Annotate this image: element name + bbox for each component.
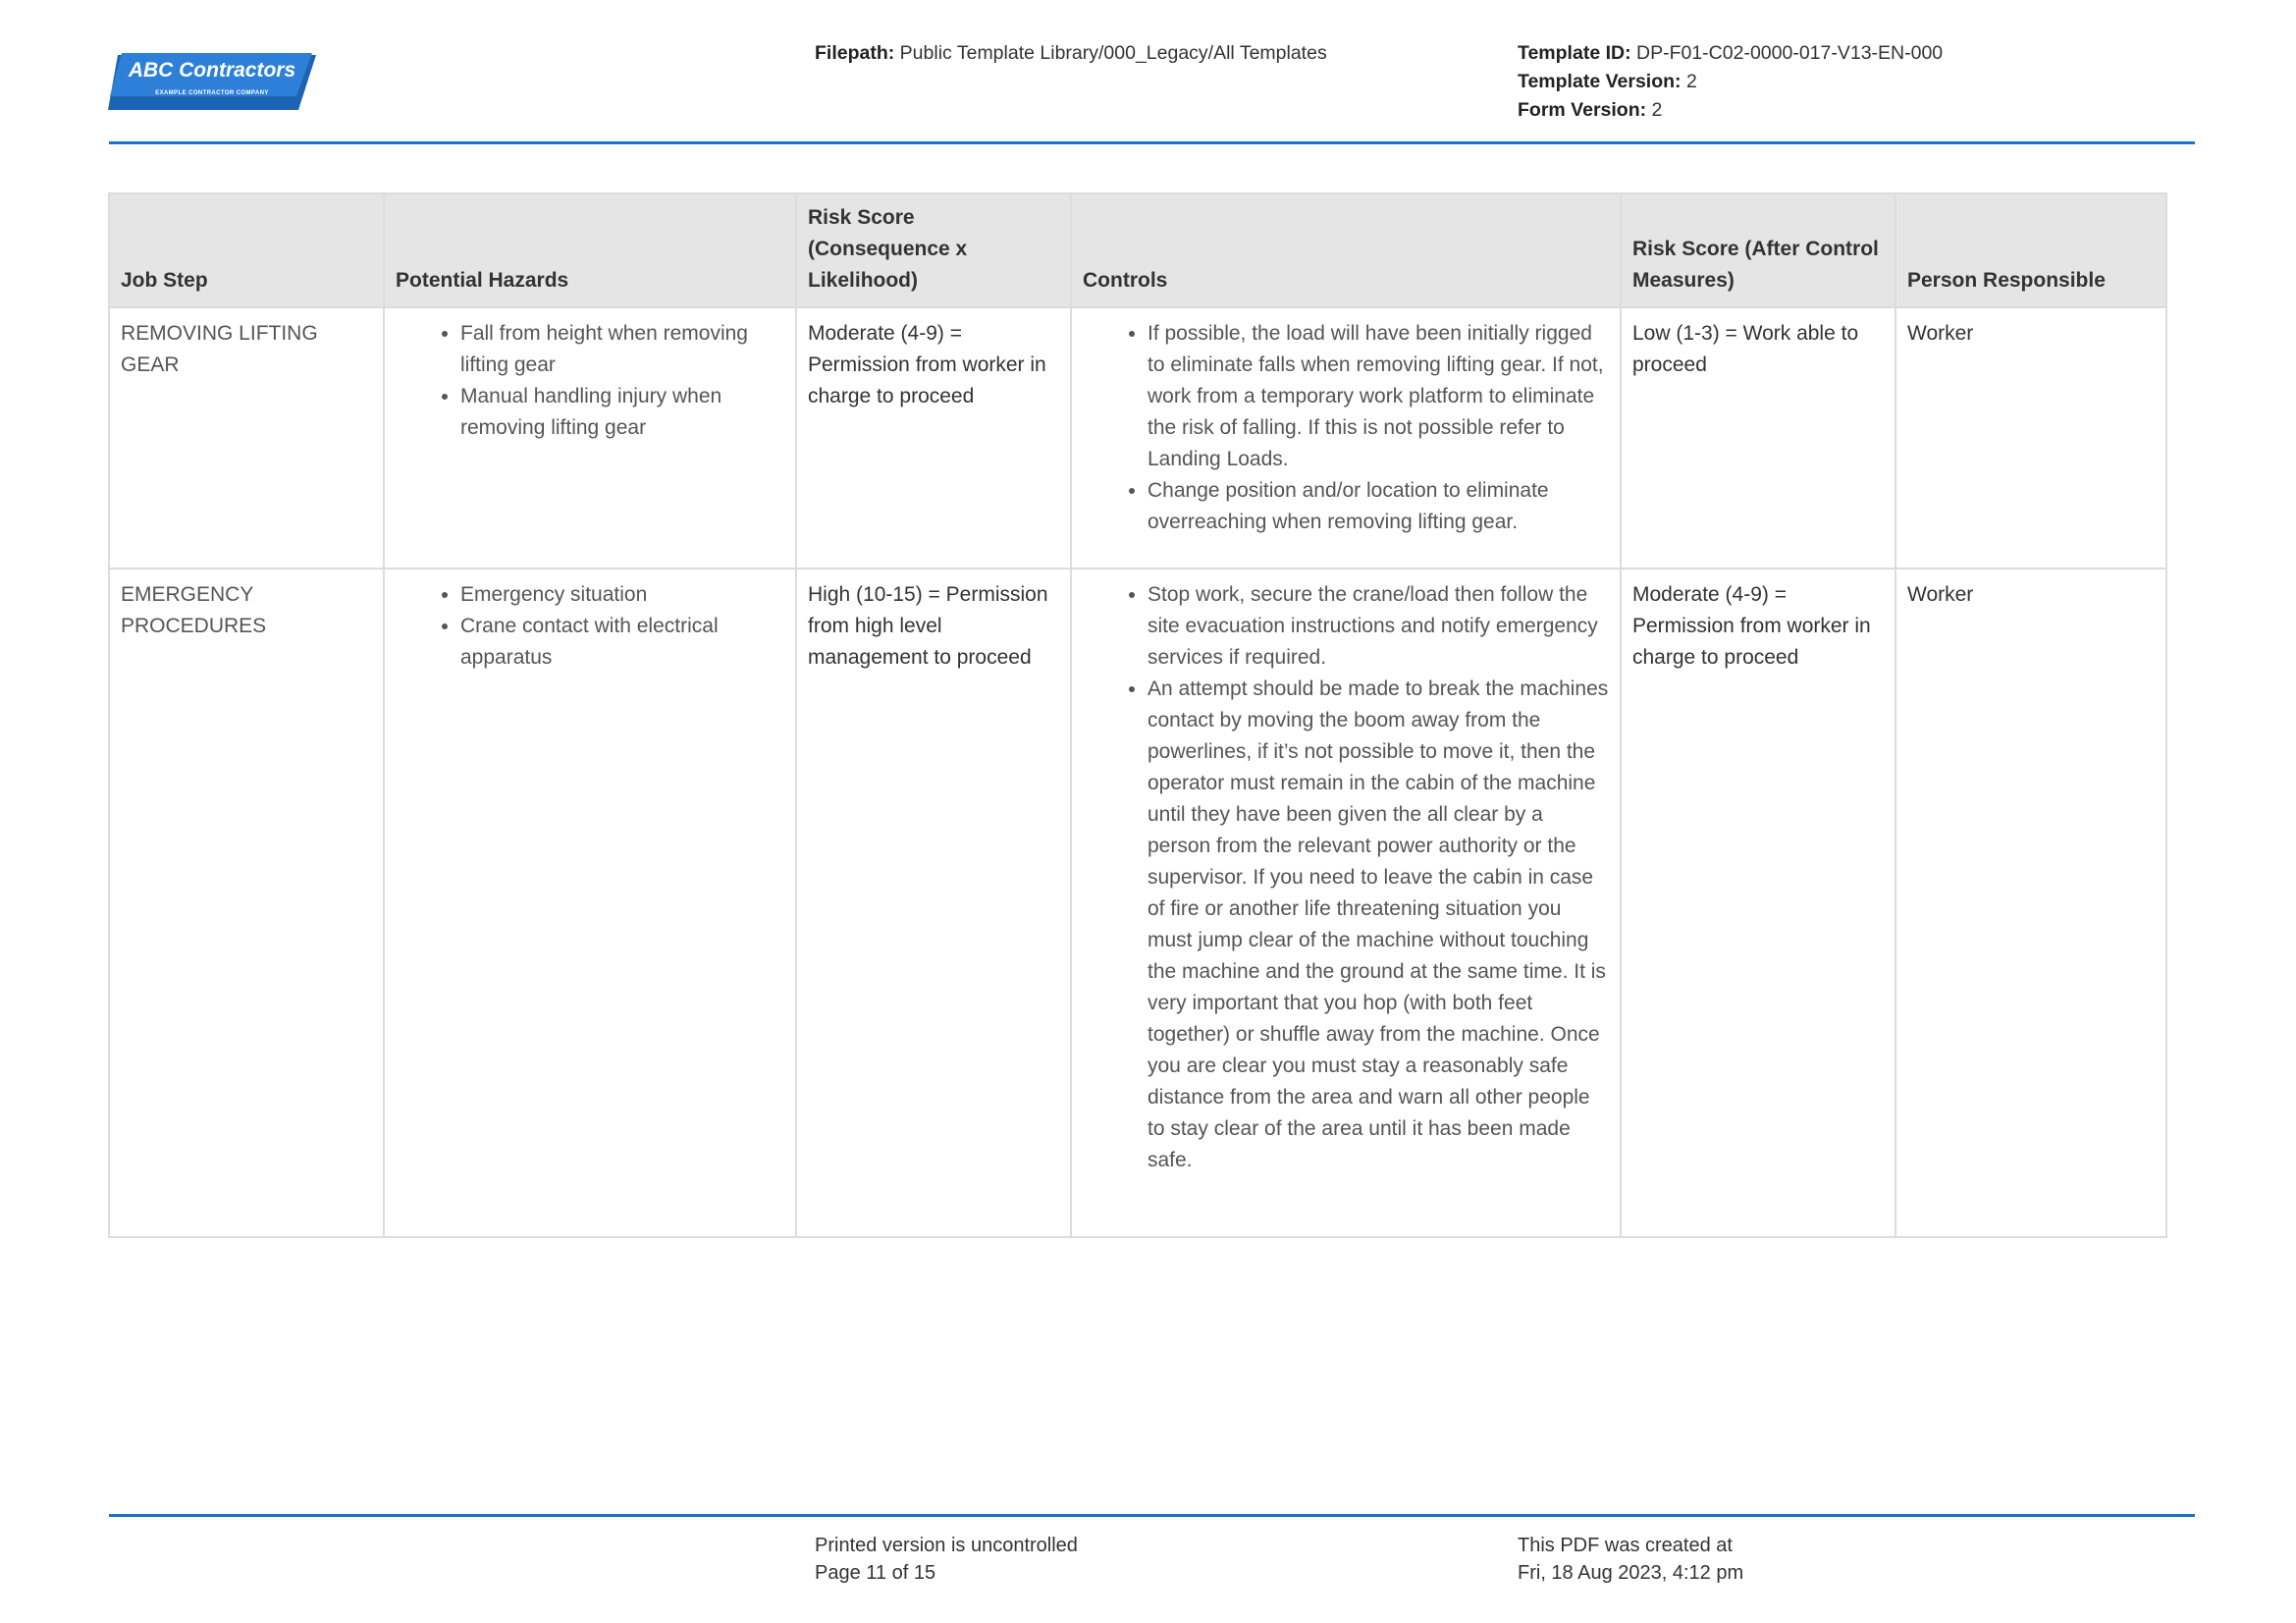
- hazards-cell: [384, 307, 796, 568]
- form-version-line: [1518, 96, 1943, 125]
- header-person-responsible: Person Responsible: [1896, 193, 2166, 307]
- table-row: [109, 568, 2166, 1237]
- controls-cell: [1071, 307, 1621, 568]
- template-id-label: Template ID:: [1518, 42, 1631, 64]
- form-version-label: Form Version:: [1518, 99, 1647, 121]
- risk-score-after-cell: Moderate (4-9) = Permission from worker in charge to proceed: [1621, 568, 1896, 1237]
- person-responsible-cell: Worker: [1896, 307, 2166, 568]
- controls-list: [1083, 579, 1609, 1176]
- header-risk-score: Risk Score (Consequence x Likelihood): [796, 193, 1071, 307]
- header-job-step: Job Step: [109, 193, 384, 307]
- header-controls: Controls: [1071, 193, 1621, 307]
- template-id-line: [1518, 39, 1943, 68]
- template-id-value: DP-F01-C02-0000-017-V13-EN-000: [1636, 42, 1944, 64]
- hazard-item: • Manual handling injury when removing lifting gear: [460, 381, 784, 444]
- control-item: • If possible, the load will have been initially rigged to eliminate falls when removing lifting gear. If not, work from a temporary work platform to eliminate the risk of falling. If this is not possible refer to Landing Loads.: [1148, 318, 1609, 475]
- header-potential-hazards: Potential Hazards: [384, 193, 796, 307]
- job-step-cell: REMOVING LIFTING GEAR: [109, 307, 384, 568]
- created-label: This PDF was created at: [1518, 1535, 1733, 1556]
- page-number: Page 11 of 15: [815, 1562, 936, 1584]
- table-row: [109, 307, 2166, 568]
- job-step-cell: EMERGENCY PROCEDURES: [109, 568, 384, 1237]
- template-version-value: 2: [1685, 71, 1697, 92]
- hazards-list: [396, 318, 784, 444]
- footer-left: [815, 1532, 1078, 1587]
- logo-tagline: EXAMPLE CONTRACTOR COMPANY: [155, 90, 269, 96]
- footer-divider: [109, 1514, 2195, 1517]
- filepath-label: Filepath:: [815, 42, 895, 64]
- filepath-value: Public Template Library/000_Legacy/All Templates: [899, 42, 1327, 64]
- hazards-list: [396, 579, 784, 674]
- table-header-row: [109, 193, 2166, 307]
- uncontrolled-notice: Printed version is uncontrolled: [815, 1535, 1078, 1556]
- controls-cell: [1071, 568, 1621, 1237]
- hazards-cell: [384, 568, 796, 1237]
- hazard-item: • Crane contact with electrical apparatus: [460, 611, 784, 674]
- risk-score-cell: Moderate (4-9) = Permission from worker in charge to proceed: [796, 307, 1071, 568]
- control-item: • Stop work, secure the crane/load then follow the site evacuation instructions and notify emergency services if required.: [1148, 579, 1609, 674]
- company-logo: [108, 53, 316, 112]
- risk-score-cell: High (10-15) = Permission from high level management to proceed: [796, 568, 1071, 1237]
- created-timestamp: Fri, 18 Aug 2023, 4:12 pm: [1518, 1562, 1744, 1584]
- person-responsible-cell: Worker: [1896, 568, 2166, 1237]
- logo-company-name: ABC Contractors: [128, 59, 296, 81]
- form-version-value: 2: [1651, 99, 1663, 121]
- header-divider: [109, 141, 2195, 144]
- template-version-label: Template Version:: [1518, 71, 1682, 92]
- hazard-item: • Emergency situation: [460, 579, 784, 611]
- control-item: • Change position and/or location to eliminate overreaching when removing lifting gear.: [1148, 475, 1609, 538]
- template-meta: [1518, 39, 1943, 125]
- template-version-line: [1518, 68, 1943, 96]
- filepath-line: [815, 39, 1327, 68]
- risk-score-after-cell: Low (1-3) = Work able to proceed: [1621, 307, 1896, 568]
- header-risk-score-after: Risk Score (After Control Measures): [1621, 193, 1896, 307]
- hazard-item: • Fall from height when removing lifting gear: [460, 318, 784, 381]
- controls-list: [1083, 318, 1609, 538]
- risk-assessment-table: [108, 192, 2167, 1238]
- control-item: • An attempt should be made to break the machines contact by moving the boom away from the powerlines, if it’s not possible to move it, then the operator must remain in the cabin of the machine until they have been given the all clear by a person from the relevant power authority or the supervisor. If you need to leave the cabin in case of fire or another life threatening situation you must jump clear of the machine without touching the machine and the ground at the same time. It is very important that you hop (with both feet together) or shuffle away from the machine. Once you are clear you must stay a reasonably safe distance from the area and warn all other people to stay clear of the area until it has been made safe.: [1148, 674, 1609, 1176]
- footer-right: [1518, 1532, 1743, 1587]
